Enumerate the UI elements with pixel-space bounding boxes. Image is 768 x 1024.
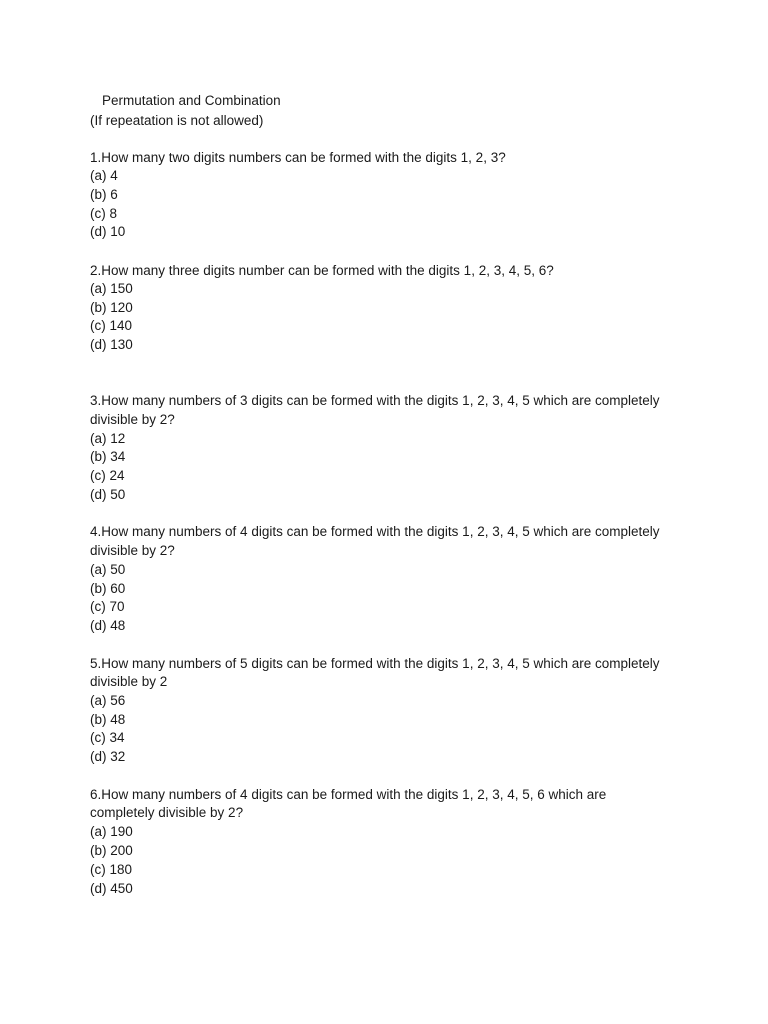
question-1-option-d: (d) 10 [90,224,126,239]
question-3-option-a: (a) 12 [90,431,126,446]
question-1-option-a: (a) 4 [90,168,118,183]
question-4-text: 4.How many numbers of 4 digits can be formed with the digits 1, 2, 3, 4, 5 which are completely [90,524,660,539]
question-3-text: 3.How many numbers of 3 digits can be formed with the digits 1, 2, 3, 4, 5 which are completely [90,393,660,408]
question-6-text-cont: completely divisible by 2? [90,805,244,820]
question-4-option-a: (a) 50 [90,562,126,577]
document-title: Permutation and Combination [102,93,281,108]
question-3-option-c: (c) 24 [90,468,125,483]
question-1-option-b: (b) 6 [90,187,118,202]
question-4-text-cont: divisible by 2? [90,543,175,558]
question-2-option-a: (a) 150 [90,281,133,296]
question-5-text: 5.How many numbers of 5 digits can be formed with the digits 1, 2, 3, 4, 5 which are completely [90,656,660,671]
question-2-text: 2.How many three digits number can be formed with the digits 1, 2, 3, 4, 5, 6? [90,263,554,278]
question-6-option-a: (a) 190 [90,824,133,839]
question-3-text-cont: divisible by 2? [90,412,175,427]
question-4-option-c: (c) 70 [90,599,125,614]
question-1-text: 1.How many two digits numbers can be formed with the digits 1, 2, 3? [90,150,506,165]
question-6-option-b: (b) 200 [90,843,133,858]
question-2-option-d: (d) 130 [90,337,133,352]
question-6-option-d: (d) 450 [90,881,133,896]
document-subtitle: (If repeatation is not allowed) [90,113,264,128]
question-3-option-d: (d) 50 [90,487,126,502]
question-4-option-d: (d) 48 [90,618,126,633]
question-2-option-c: (c) 140 [90,318,133,333]
question-5-option-b: (b) 48 [90,712,126,727]
question-6-text: 6.How many numbers of 4 digits can be formed with the digits 1, 2, 3, 4, 5, 6 which are [90,787,607,802]
question-2-option-b: (b) 120 [90,300,133,315]
question-4-option-b: (b) 60 [90,581,126,596]
question-3-option-b: (b) 34 [90,449,126,464]
question-5-text-cont: divisible by 2 [90,674,168,689]
question-1-option-c: (c) 8 [90,206,117,221]
question-5-option-a: (a) 56 [90,693,126,708]
question-5-option-c: (c) 34 [90,730,125,745]
question-6-option-c: (c) 180 [90,862,133,877]
question-5-option-d: (d) 32 [90,749,126,764]
